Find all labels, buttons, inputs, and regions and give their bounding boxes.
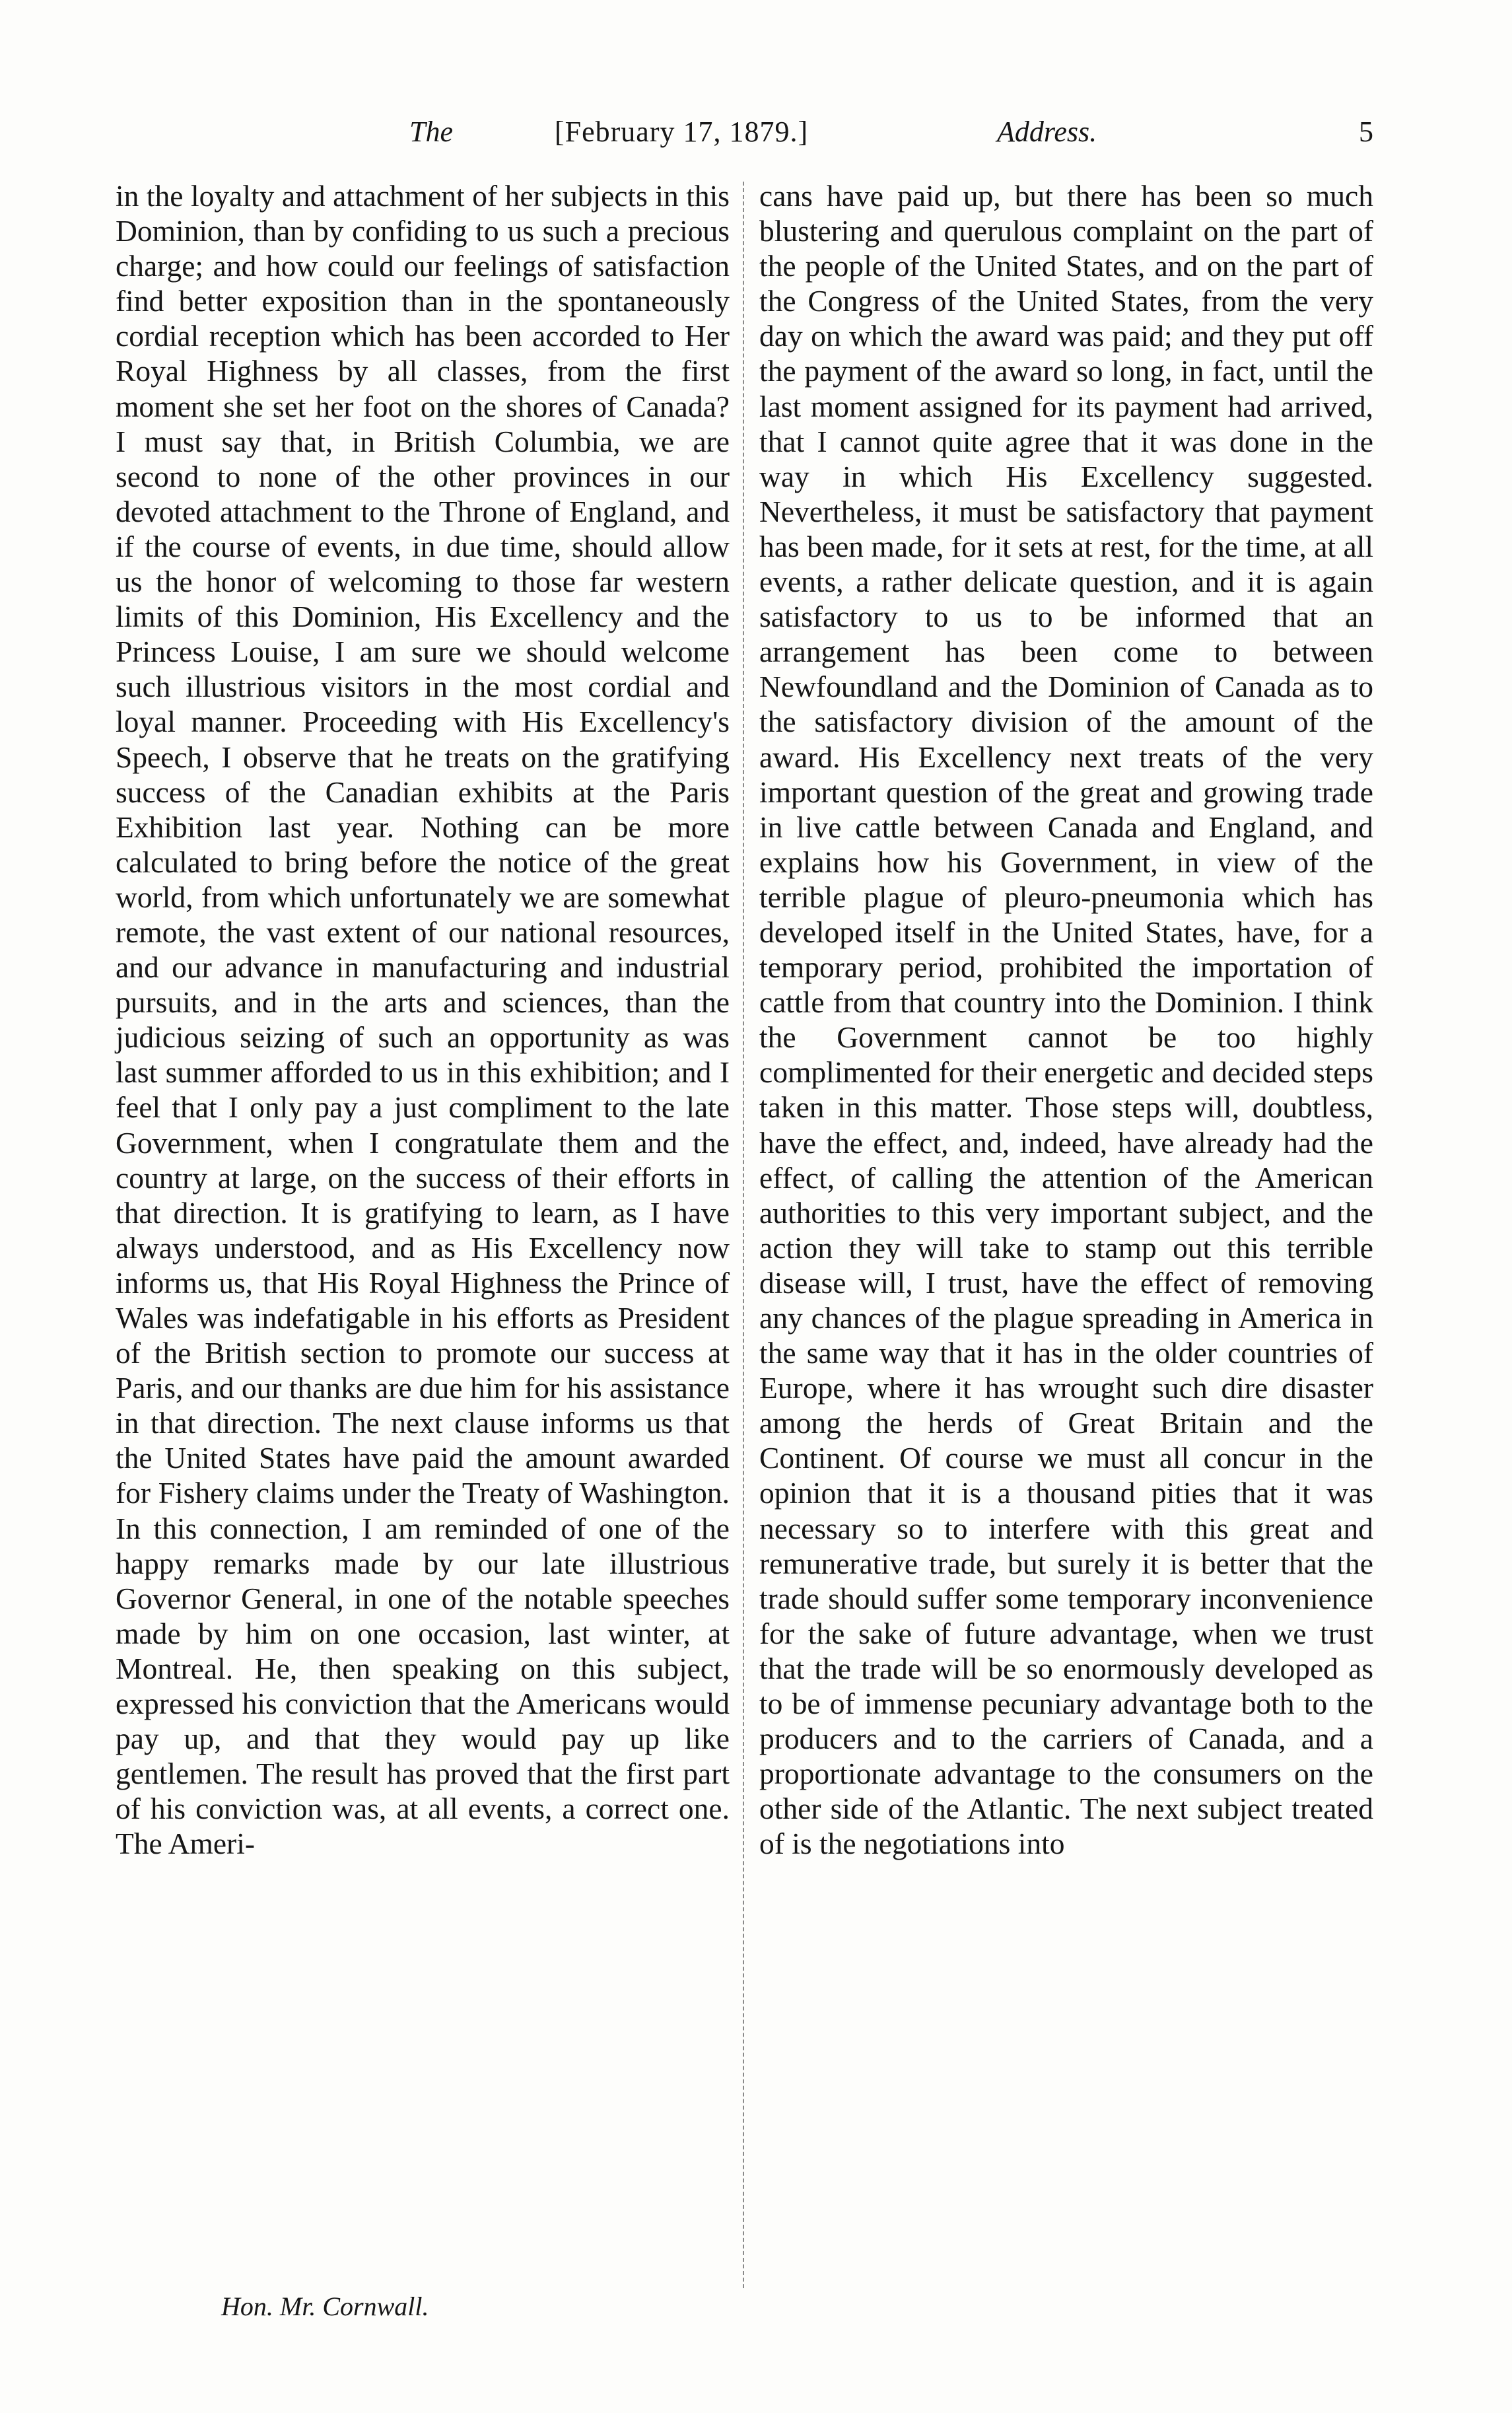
right-column-text: cans have paid up, but there has been so much blustering and querulous complaint on the part of the people of the United States, and on the part of the Congress of the United States, from the very day on which the award was paid; and they put off the payment of the award so long, in fact, until the last moment assigned for its payment had arrived, that I cannot quite agree that it was done in the way in which His Excellency suggested. Nevertheless, it must be satisfactory that payment has been made, for it sets at rest, for the time, at all events, a rather delicate question, and it is again satisfactory to us to be informed that an arrangement has been come to between Newfoundland and the Dominion of Canada as to the satisfactory division of the amount of the award. His Excellency next treats of the very important question of the great and growing trade in live cattle between Canada and England, and explains how his Government, in view of the terrible plague of pleuro-pneumonia which has developed itself in the United States, have, for a temporary period, prohibited the importation of cattle from that country into the Dominion. I think the Government cannot be too highly complimented for their energetic and decided steps taken in this matter. Those steps will, doubtless, have the effect, and, indeed, have already had the effect, of calling the attention of the American authorities to this very important subject, and the action they will take to stamp out this terrible disease will, I trust, have the effect of removing any chances of the plague spreading in America in the same way that it has in the older countries of Europe, where it has wrought such dire disaster among the herds of Great Britain and the Continent. Of course we must all concur in the opinion that it is a thousand pities that it was necessary so to interfere with this great and remunerative trade, but surely it is better that the trade should suffer some temporary inconvenience for the sake of future advantage, when we trust that the trade will be so enormously developed as to be of immense pecuniary advantage both to the producers and to the carriers of Canada, and a proportionate advantage to the consumers on the other side of the Atlantic. The next subject treated of is the negotiations into [759, 179, 1373, 1861]
header-left-word: The [409, 116, 453, 148]
left-column-text: in the loyalty and attachment of her subjects in this Dominion, than by confiding to us such a precious charge; and how could our feelings of satisfaction find better exposition than in the spontaneously cordial reception which has been accorded to Her Royal Highness by all classes, from the first moment she set her foot on the shores of Canada? I must say that, in British Columbia, we are second to none of the other provinces in our devoted attachment to the Throne of England, and if the course of events, in due time, should allow us the honor of welcoming to those far western limits of this Dominion, His Excellency and the Princess Louise, I am sure we should welcome such illustrious visitors in the most cordial and loyal manner. Proceeding with His Excellency's Speech, I observe that he treats on the gratifying success of the Canadian exhibits at the Paris Exhibition last year. Nothing can be more calculated to bring before the notice of the great world, from which unfortunately we are somewhat remote, the vast extent of our national resources, and our advance in manufacturing and industrial pursuits, and in the arts and sciences, than the judicious seizing of such an opportunity as was last summer afforded to us in this exhibition; and I feel that I only pay a just compliment to the late Government, when I congratulate them and the country at large, on the success of their efforts in that direction. It is gratifying to learn, as I have always understood, and as His Excellency now informs us, that His Royal Highness the Prince of Wales was indefatigable in his efforts as President of the British section to promote our success at Paris, and our thanks are due him for his assistance in that direction. The next clause informs us that the United States have paid the amount awarded for Fishery claims under the Treaty of Washington. In this connection, I am reminded of one of the happy remarks made by our late illustrious Governor General, in one of the notable speeches made by him on one occasion, last winter, at Montreal. He, then speaking on this subject, expressed his conviction that the Americans would pay up, and that they would pay up like gentlemen. The result has proved that the first part of his conviction was, at all events, a correct one. The Ameri- [116, 179, 730, 1861]
left-column [116, 178, 730, 1862]
header-right-word: Address. [997, 116, 1097, 148]
page-number: 5 [1359, 116, 1373, 148]
running-header [119, 111, 1373, 153]
header-date: [February 17, 1879.] [555, 116, 809, 148]
speaker-attribution: Hon. Mr. Cornwall. [221, 2291, 429, 2321]
column-divider [743, 182, 744, 2288]
right-column [759, 178, 1373, 1862]
